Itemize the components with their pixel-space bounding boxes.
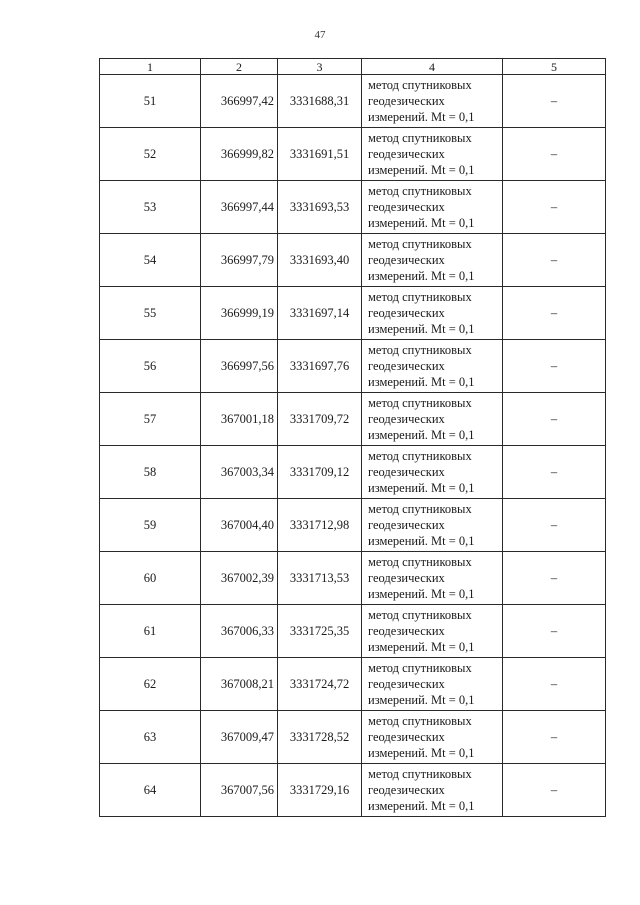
note-cell: – [503,605,606,658]
method-cell [362,658,503,711]
y-coordinate-cell: 3331709,72 [278,393,362,446]
y-coordinate-cell: 3331691,51 [278,128,362,181]
method-cell [362,552,503,605]
note-cell: – [503,75,606,128]
method-line: метод спутниковых [368,184,472,198]
y-coordinate-cell: 3331713,53 [278,552,362,605]
table-row [100,234,606,287]
method-line: измерений. Mt = 0,1 [368,640,475,654]
method-line: геодезических [368,571,445,585]
method-line: измерений. Mt = 0,1 [368,163,475,177]
table-row [100,75,606,128]
method-line: измерений. Mt = 0,1 [368,746,475,760]
table-row [100,181,606,234]
table-row [100,287,606,340]
method-line: метод спутниковых [368,608,472,622]
method-line: геодезических [368,359,445,373]
note-cell: – [503,499,606,552]
table-row [100,446,606,499]
table-row [100,128,606,181]
x-coordinate-cell: 367002,39 [201,552,278,605]
point-number-cell: 64 [100,764,201,817]
table-row [100,393,606,446]
header-col-1: 1 [100,59,201,75]
method-line: измерений. Mt = 0,1 [368,799,475,813]
method-cell [362,499,503,552]
method-line: метод спутниковых [368,449,472,463]
method-line: измерений. Mt = 0,1 [368,269,475,283]
x-coordinate-cell: 366997,56 [201,340,278,393]
table-row [100,658,606,711]
x-coordinate-cell: 366999,19 [201,287,278,340]
note-cell: – [503,287,606,340]
method-line: измерений. Mt = 0,1 [368,322,475,336]
y-coordinate-cell: 3331693,53 [278,181,362,234]
method-line: геодезических [368,783,445,797]
method-line: метод спутниковых [368,131,472,145]
note-cell: – [503,340,606,393]
page-number: 47 [314,29,326,41]
y-coordinate-cell: 3331724,72 [278,658,362,711]
point-number-cell: 51 [100,75,201,128]
method-cell [362,340,503,393]
method-line: геодезических [368,147,445,161]
y-coordinate-cell: 3331697,14 [278,287,362,340]
method-line: метод спутниковых [368,396,472,410]
x-coordinate-cell: 367009,47 [201,711,278,764]
method-line: измерений. Mt = 0,1 [368,428,475,442]
note-cell: – [503,234,606,287]
table-row [100,764,606,817]
method-line: геодезических [368,465,445,479]
x-coordinate-cell: 367001,18 [201,393,278,446]
method-line: геодезических [368,200,445,214]
method-line: измерений. Mt = 0,1 [368,693,475,707]
method-line: измерений. Mt = 0,1 [368,375,475,389]
point-number-cell: 54 [100,234,201,287]
method-line: измерений. Mt = 0,1 [368,534,475,548]
y-coordinate-cell: 3331712,98 [278,499,362,552]
method-line: метод спутниковых [368,555,472,569]
note-cell: – [503,446,606,499]
point-number-cell: 56 [100,340,201,393]
method-line: геодезических [368,677,445,691]
y-coordinate-cell: 3331693,40 [278,234,362,287]
point-number-cell: 57 [100,393,201,446]
x-coordinate-cell: 367008,21 [201,658,278,711]
method-line: геодезических [368,94,445,108]
x-coordinate-cell: 367004,40 [201,499,278,552]
table-row [100,552,606,605]
method-line: метод спутниковых [368,290,472,304]
table-body [100,75,606,817]
note-cell: – [503,552,606,605]
note-cell: – [503,181,606,234]
method-line: метод спутниковых [368,661,472,675]
point-number-cell: 53 [100,181,201,234]
y-coordinate-cell: 3331709,12 [278,446,362,499]
y-coordinate-cell: 3331728,52 [278,711,362,764]
point-number-cell: 60 [100,552,201,605]
method-line: геодезических [368,412,445,426]
method-line: геодезических [368,518,445,532]
method-cell [362,181,503,234]
header-col-4: 4 [362,59,503,75]
table-row [100,605,606,658]
method-line: измерений. Mt = 0,1 [368,481,475,495]
point-number-cell: 63 [100,711,201,764]
method-line: измерений. Mt = 0,1 [368,216,475,230]
header-col-2: 2 [201,59,278,75]
method-cell [362,75,503,128]
x-coordinate-cell: 367006,33 [201,605,278,658]
method-line: метод спутниковых [368,237,472,251]
method-line: геодезических [368,306,445,320]
method-line: метод спутниковых [368,767,472,781]
y-coordinate-cell: 3331688,31 [278,75,362,128]
method-line: измерений. Mt = 0,1 [368,587,475,601]
x-coordinate-cell: 366997,44 [201,181,278,234]
method-cell [362,605,503,658]
table-row [100,711,606,764]
point-number-cell: 61 [100,605,201,658]
method-line: метод спутниковых [368,78,472,92]
y-coordinate-cell: 3331729,16 [278,764,362,817]
method-cell [362,128,503,181]
point-number-cell: 52 [100,128,201,181]
point-number-cell: 62 [100,658,201,711]
method-line: метод спутниковых [368,502,472,516]
method-line: геодезических [368,730,445,744]
note-cell: – [503,764,606,817]
note-cell: – [503,658,606,711]
method-cell [362,393,503,446]
note-cell: – [503,393,606,446]
point-number-cell: 59 [100,499,201,552]
point-number-cell: 58 [100,446,201,499]
method-line: измерений. Mt = 0,1 [368,110,475,124]
method-line: геодезических [368,253,445,267]
x-coordinate-cell: 366997,79 [201,234,278,287]
method-cell [362,711,503,764]
method-cell [362,764,503,817]
coordinates-table [99,58,606,817]
header-row [100,59,606,75]
table-header [100,59,606,75]
x-coordinate-cell: 366997,42 [201,75,278,128]
table-row [100,340,606,393]
note-cell: – [503,711,606,764]
method-line: метод спутниковых [368,343,472,357]
method-cell [362,287,503,340]
x-coordinate-cell: 367003,34 [201,446,278,499]
method-line: метод спутниковых [368,714,472,728]
note-cell: – [503,128,606,181]
table-row [100,499,606,552]
x-coordinate-cell: 366999,82 [201,128,278,181]
method-line: геодезических [368,624,445,638]
y-coordinate-cell: 3331725,35 [278,605,362,658]
method-cell [362,446,503,499]
x-coordinate-cell: 367007,56 [201,764,278,817]
y-coordinate-cell: 3331697,76 [278,340,362,393]
method-cell [362,234,503,287]
header-col-5: 5 [503,59,606,75]
point-number-cell: 55 [100,287,201,340]
header-col-3: 3 [278,59,362,75]
